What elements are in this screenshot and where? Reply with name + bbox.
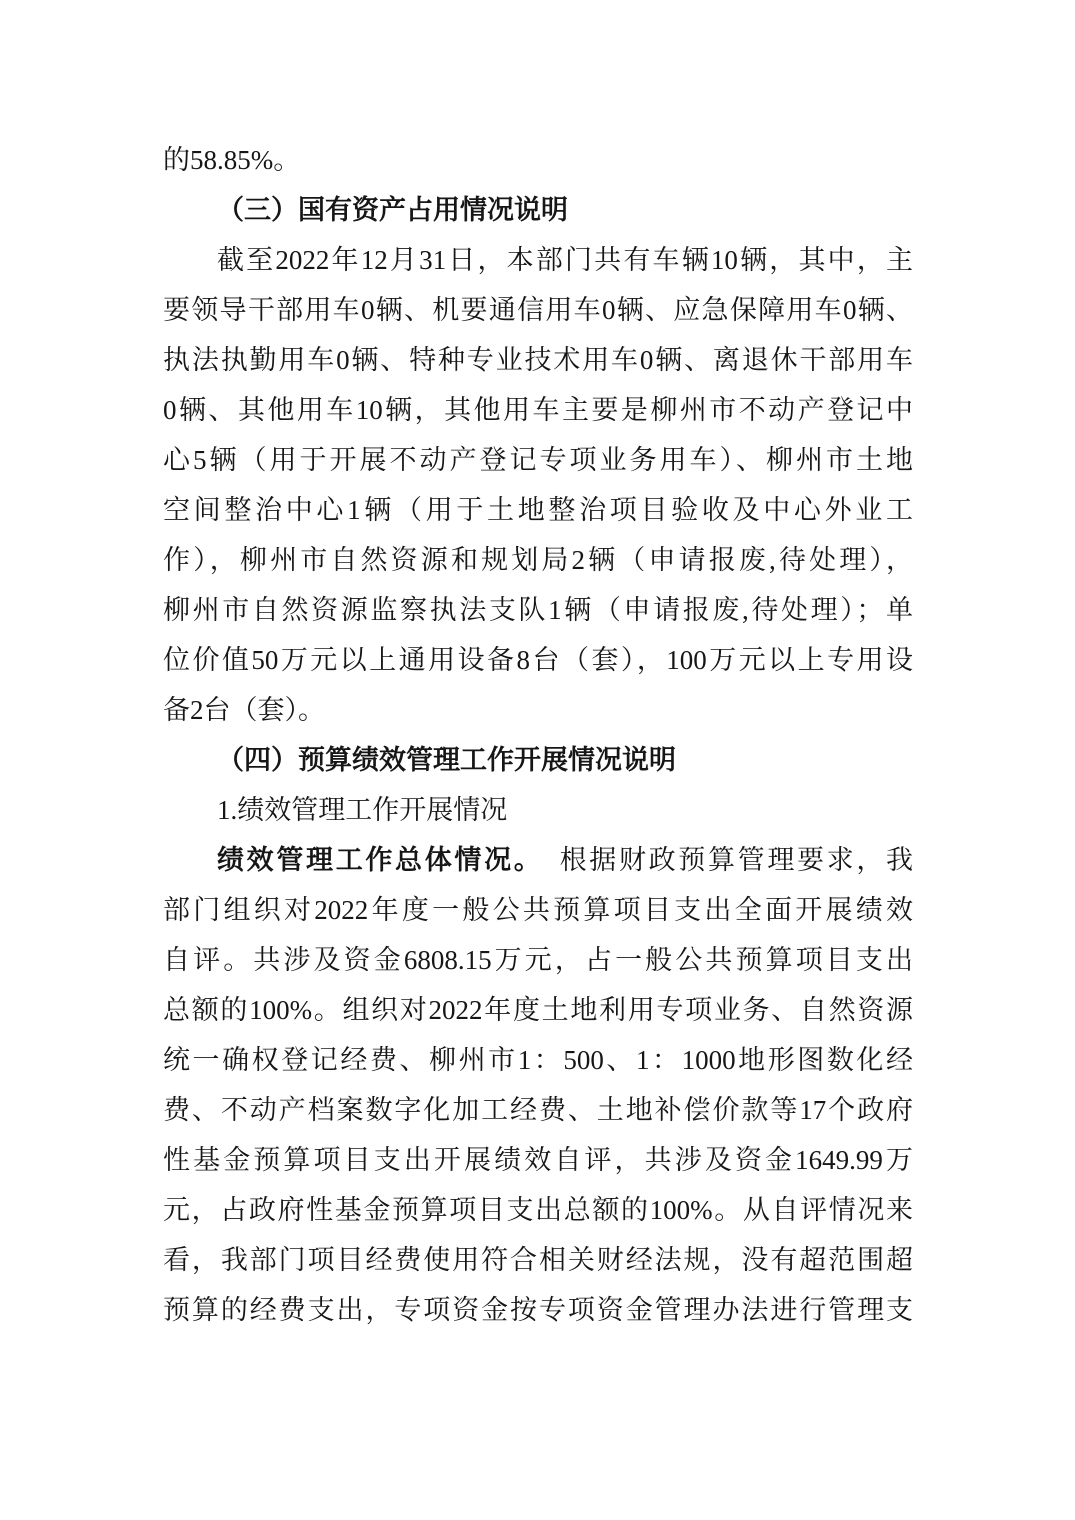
text-run: 备2台（套）。 [163, 695, 325, 725]
bold-text-run: （四）预算绩效管理工作开展情况说明 [217, 745, 676, 775]
text-line [163, 385, 913, 435]
text-run: 柳州市自然资源监察执法支队1辆（申请报废,待处理）；单 [163, 595, 913, 625]
bold-text-run: 绩效管理工作总体情况。 [217, 845, 530, 875]
text-run: 要领导干部用车0辆、机要通信用车0辆、应急保障用车0辆、 [163, 295, 913, 325]
text-block [163, 135, 913, 1335]
text-run: 总额的100%。组织对2022年度土地利用专项业务、自然资源 [163, 995, 913, 1025]
text-line [163, 1235, 913, 1285]
text-run: 元，占政府性基金预算项目支出总额的100%。从自评情况来 [163, 1195, 913, 1225]
text-line [163, 535, 913, 585]
text-run: 作），柳州市自然资源和规划局2辆（申请报废,待处理）， [163, 545, 913, 575]
text-line [163, 1085, 913, 1135]
text-line [163, 1285, 913, 1335]
text-run: 的58.85%。 [163, 145, 301, 175]
text-line [163, 1135, 913, 1185]
section-heading [163, 735, 913, 785]
text-line [163, 835, 913, 885]
text-run: 根据财政预算管理要求，我 [529, 845, 914, 875]
text-line [163, 235, 913, 285]
text-line [163, 335, 913, 385]
text-run: 心5辆（用于开展不动产登记专项业务用车）、柳州市土地 [163, 445, 913, 475]
text-run: 统一确权登记经费、柳州市1：500、1：1000地形图数化经 [163, 1045, 913, 1075]
text-line [163, 585, 913, 635]
text-line [163, 685, 913, 735]
text-line [163, 285, 913, 335]
text-line [163, 485, 913, 535]
text-line [163, 635, 913, 685]
text-line [163, 1185, 913, 1235]
text-line [163, 885, 913, 935]
text-run: 位价值50万元以上通用设备8台（套），100万元以上专用设 [163, 645, 913, 675]
text-run: 看，我部门项目经费使用符合相关财经法规，没有超范围超 [163, 1245, 913, 1275]
text-run: 0辆、其他用车10辆，其他用车主要是柳州市不动产登记中 [163, 395, 913, 425]
text-run: 性基金预算项目支出开展绩效自评，共涉及资金1649.99万 [163, 1145, 913, 1175]
text-line [163, 135, 913, 185]
section-heading [163, 185, 913, 235]
text-run: 自评。共涉及资金6808.15万元，占一般公共预算项目支出 [163, 945, 913, 975]
bold-text-run: （三）国有资产占用情况说明 [217, 195, 568, 225]
text-line [163, 1035, 913, 1085]
text-run: 费、不动产档案数字化加工经费、土地补偿价款等17个政府 [163, 1095, 913, 1125]
text-run: 空间整治中心1辆（用于土地整治项目验收及中心外业工 [163, 495, 913, 525]
text-run: 执法执勤用车0辆、特种专业技术用车0辆、离退休干部用车 [163, 345, 913, 375]
text-line [163, 435, 913, 485]
text-line [163, 935, 913, 985]
text-run: 截至2022年12月31日，本部门共有车辆10辆，其中，主 [217, 245, 913, 275]
text-line [163, 785, 913, 835]
text-run: 1.绩效管理工作开展情况 [217, 795, 508, 825]
text-run: 部门组织对2022年度一般公共预算项目支出全面开展绩效 [163, 895, 913, 925]
text-line [163, 985, 913, 1035]
text-run: 预算的经费支出，专项资金按专项资金管理办法进行管理支 [163, 1295, 913, 1325]
